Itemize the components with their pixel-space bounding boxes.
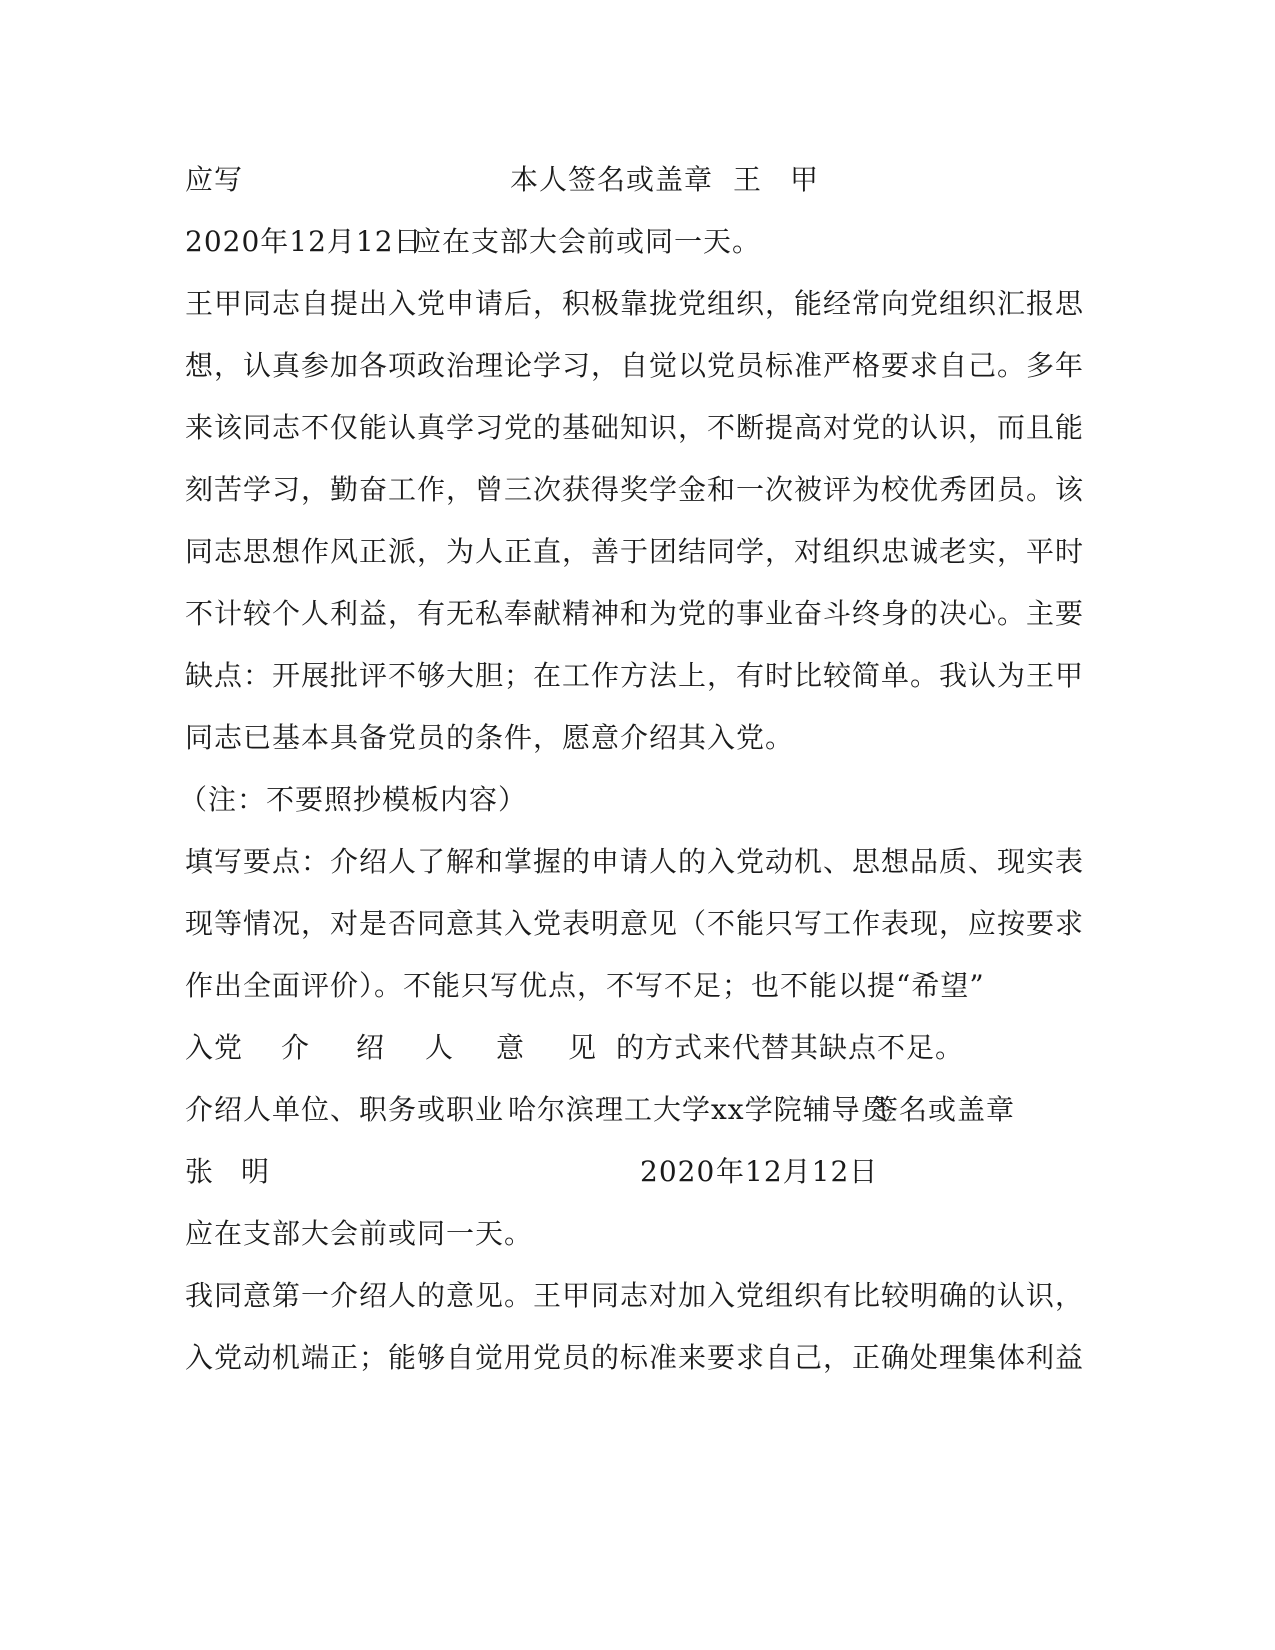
- unit-label: 介绍人单位、职务或职业: [185, 1093, 505, 1126]
- date-text: 年12月12日: [716, 1155, 879, 1188]
- text-segment: 王甲同志自提出入党申请后，积极靠拢党组织，能经常向党组织汇报思: [185, 287, 1085, 320]
- heading-char: 意: [496, 1031, 526, 1064]
- heading-char: 入党: [185, 1031, 244, 1064]
- signature-name-part: 王: [733, 163, 763, 196]
- note-text: （注：不要照抄模板内容）: [179, 783, 528, 816]
- heading-char: 人: [425, 1031, 455, 1064]
- signature-name-part: 甲: [790, 163, 820, 196]
- heading-char: 绍: [356, 1031, 386, 1064]
- signature-name-part: 明: [241, 1155, 271, 1188]
- text-segment: 来该同志不仅能认真学习党的基础知识，不断提高对党的认识，而且能: [185, 411, 1085, 444]
- unit-value: 哈尔滨理工大学xx学院辅导员: [508, 1093, 890, 1126]
- text-segment: 缺点：开展批评不够大胆；在工作方法上，有时比较简单。我认为王甲: [185, 659, 1085, 692]
- text-segment: 作出全面评价）。不能只写优点，不写不足；也不能以提“希望”: [185, 969, 985, 1002]
- text-segment: 应写: [185, 163, 244, 196]
- text-segment: 的方式来代替其缺点不足。: [616, 1031, 965, 1064]
- date-text: 2020年12月12日: [185, 225, 423, 258]
- text-segment: 同志已基本具备党员的条件，愿意介绍其入党。: [185, 721, 795, 754]
- heading-char: 介: [281, 1031, 311, 1064]
- text-segment: 现等情况，对是否同意其入党表明意见（不能只写工作表现，应按要求: [185, 907, 1085, 940]
- note-text: 应在支部大会前或同一天。: [185, 1217, 534, 1250]
- text-segment: 填写要点：介绍人了解和掌握的申请人的入党动机、思想品质、现实表: [185, 845, 1085, 878]
- text-segment: 不计较个人利益，有无私奉献精神和为党的事业奋斗终身的决心。主要: [185, 597, 1085, 630]
- text-segment: 我同意第一介绍人的意见。王甲同志对加入党组织有比较明确的认识，: [185, 1279, 1085, 1312]
- date-year: 2020: [640, 1155, 716, 1188]
- heading-char: 见: [568, 1031, 598, 1064]
- text-segment: 入党动机端正；能够自觉用党员的标准来要求自己，正确处理集体利益: [185, 1341, 1085, 1374]
- text-segment: 想，认真参加各项政治理论学习，自觉以党员标准严格要求自己。多年: [185, 349, 1085, 382]
- text-segment: 同志思想作风正派，为人正直，善于团结同学，对组织忠诚老实，平时: [185, 535, 1085, 568]
- signature-name-part: 张: [185, 1155, 215, 1188]
- signature-label: 签名或盖章: [870, 1093, 1016, 1126]
- text-segment: 刻苦学习，勤奋工作，曾三次获得奖学金和一次被评为校优秀团员。该: [185, 473, 1085, 506]
- note-text: 应在支部大会前或同一天。: [413, 225, 762, 258]
- signature-label: 本人签名或盖章: [510, 163, 714, 196]
